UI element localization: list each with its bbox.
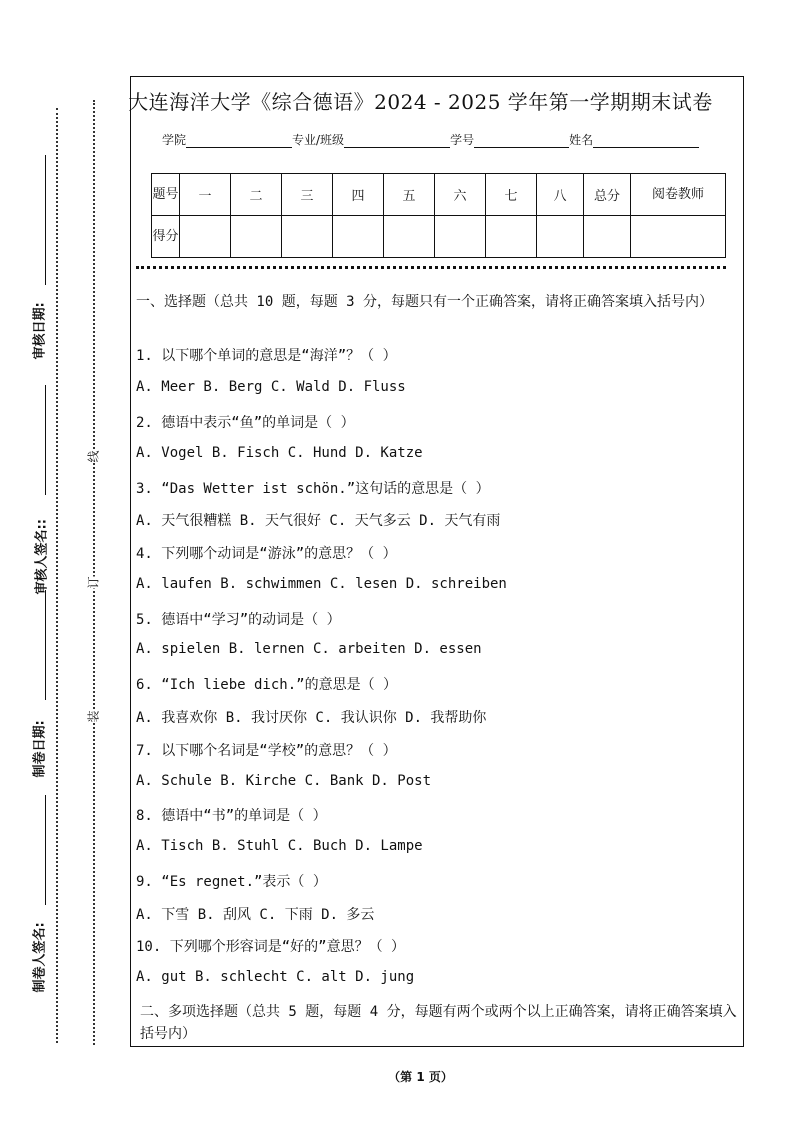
score-table xyxy=(151,173,726,258)
question-3: 3. “Das Wetter ist schön.”这句话的意思是（ ） xyxy=(136,481,490,497)
question-2: 2. 德语中表示“鱼”的单词是（ ） xyxy=(136,415,355,431)
reviewer-date-underline xyxy=(45,155,46,285)
maker-date-underline xyxy=(45,590,46,700)
question-8-options: A. Tisch B. Stuhl C. Buch D. Lampe xyxy=(136,838,423,854)
name-blank[interactable] xyxy=(593,135,699,148)
score-cell-6[interactable] xyxy=(435,216,486,258)
question-6: 6. “Ich liebe dich.”的意思是（ ） xyxy=(136,677,398,693)
col-header-3: 三 xyxy=(282,174,333,216)
exam-title: 大连海洋大学《综合德语》2024 - 2025 学年第一学期期末试卷 xyxy=(128,90,713,114)
reviewer-signature-label: 审核人签名:: xyxy=(34,519,50,595)
question-9-options: A. 下雪 B. 刮风 C. 下雨 D. 多云 xyxy=(136,907,375,923)
question-9: 9. “Es regnet.”表示（ ） xyxy=(136,874,327,890)
question-4: 4. 下列哪个动词是“游泳”的意思？（ ） xyxy=(136,546,397,562)
score-cell-grader[interactable] xyxy=(631,216,726,258)
col-header-total: 总分 xyxy=(584,174,631,216)
section1-heading: 一、选择题（总共 10 题，每题 3 分，每题只有一个正确答案，请将正确答案填入括号内） xyxy=(136,294,713,310)
row-label-question-number: 题号 xyxy=(152,174,180,216)
score-cell-4[interactable] xyxy=(333,216,384,258)
maker-date-label: 制卷日期: xyxy=(32,720,48,778)
col-header-6: 六 xyxy=(435,174,486,216)
score-cell-8[interactable] xyxy=(537,216,584,258)
col-header-4: 四 xyxy=(333,174,384,216)
binding-staple-char: 订 xyxy=(86,576,101,589)
score-cell-7[interactable] xyxy=(486,216,537,258)
question-7-options: A. Schule B. Kirche C. Bank D. Post xyxy=(136,773,432,789)
maker-signature-label: 制卷人签名: xyxy=(32,922,48,993)
question-7: 7. 以下哪个名词是“学校”的意思？（ ） xyxy=(136,743,397,759)
outer-dotted-line xyxy=(56,108,58,1043)
question-10: 10. 下列哪个形容词是“好的”意思？（ ） xyxy=(136,939,406,955)
question-3-options: A. 天气很糟糕 B. 天气很好 C. 天气多云 D. 天气有雨 xyxy=(136,513,501,529)
col-header-1: 一 xyxy=(180,174,231,216)
major-label: 专业/班级 xyxy=(292,133,345,147)
col-header-8: 八 xyxy=(537,174,584,216)
question-1-options: A. Meer B. Berg C. Wald D. Fluss xyxy=(136,379,406,395)
col-header-2: 二 xyxy=(231,174,282,216)
college-label: 学院 xyxy=(162,133,187,147)
score-cell-3[interactable] xyxy=(282,216,333,258)
student-id-label: 学号 xyxy=(450,133,475,147)
reviewer-date-label: 审核日期: xyxy=(32,302,48,360)
major-blank[interactable] xyxy=(344,135,450,148)
name-label: 姓名 xyxy=(569,133,594,147)
question-10-options: A. gut B. schlecht C. alt D. jung xyxy=(136,969,415,985)
dotted-separator xyxy=(136,266,726,269)
student-id-blank[interactable] xyxy=(474,135,569,148)
question-2-options: A. Vogel B. Fisch C. Hund D. Katze xyxy=(136,445,423,461)
question-1: 1. 以下哪个单词的意思是“海洋”？（ ） xyxy=(136,348,397,364)
student-info-row xyxy=(162,131,699,148)
question-4-options: A. laufen B. schwimmen C. lesen D. schreiben xyxy=(136,576,507,592)
page-number: （第 1 页） xyxy=(388,1070,453,1084)
col-header-5: 五 xyxy=(384,174,435,216)
binding-line-char: 线 xyxy=(86,450,101,463)
row-label-score: 得分 xyxy=(152,216,180,258)
section2-heading: 二、多项选择题（总共 5 题，每题 4 分，每题有两个或两个以上正确答案，请将正确答案填入括号内） xyxy=(140,1004,737,1042)
score-cell-2[interactable] xyxy=(231,216,282,258)
question-5-options: A. spielen B. lernen C. arbeiten D. essen xyxy=(136,641,482,657)
col-header-grader: 阅卷教师 xyxy=(631,174,726,216)
question-5: 5. 德语中“学习”的动词是（ ） xyxy=(136,612,341,628)
question-8: 8. 德语中“书”的单词是（ ） xyxy=(136,808,327,824)
score-cell-1[interactable] xyxy=(180,216,231,258)
college-blank[interactable] xyxy=(186,135,292,148)
inner-dotted-line xyxy=(93,100,95,1045)
reviewer-signature-underline xyxy=(45,385,46,495)
maker-signature-underline xyxy=(45,795,46,905)
question-6-options: A. 我喜欢你 B. 我讨厌你 C. 我认识你 D. 我帮助你 xyxy=(136,710,487,726)
score-cell-5[interactable] xyxy=(384,216,435,258)
score-cell-total[interactable] xyxy=(584,216,631,258)
binding-bind-char: 装 xyxy=(86,710,101,723)
col-header-7: 七 xyxy=(486,174,537,216)
